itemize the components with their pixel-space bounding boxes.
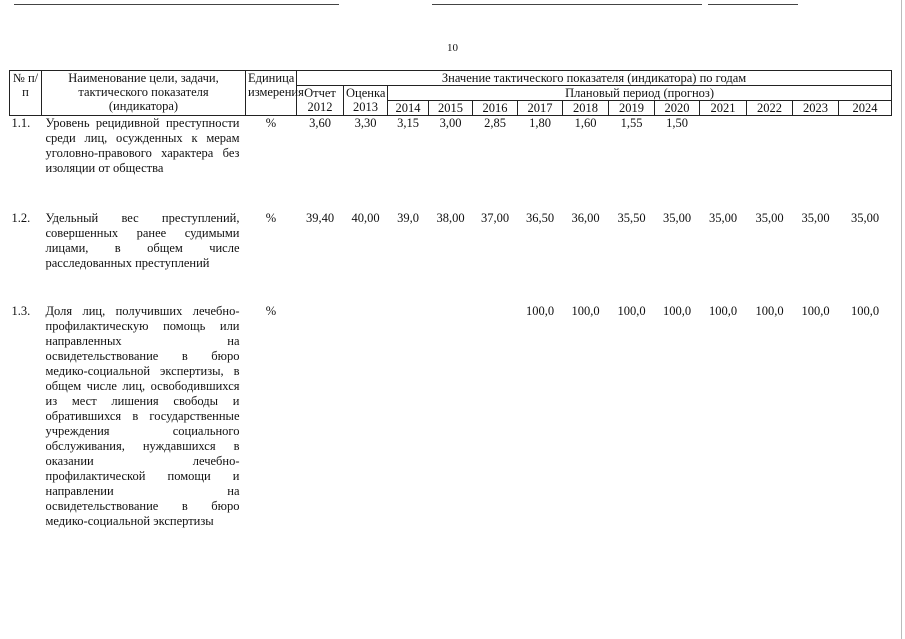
value-cell: 1,50 [666,116,688,130]
scan-edge-line [14,4,339,5]
value-cell: 35,00 [708,210,738,225]
value-cell: 3,60 [309,116,331,130]
value-cell: 38,00 [436,210,465,225]
value-cell: 2,85 [484,116,506,130]
row-name: Удельный вес преступлений, совершенных ранее судимыми лицами, в общем числе расследованных преступлений [45,210,240,270]
value-cell [700,116,747,211]
year-cell: 2018 [563,101,609,116]
value-cell: 40,00 [351,210,380,225]
value-cell: 100,0 [662,303,692,318]
value-cell: 100,0 [708,303,738,318]
year-cell: 2015 [429,101,473,116]
header-num: № п/п [10,71,42,116]
table-row [10,211,892,304]
row-unit: % [265,303,277,318]
year-cell: 2014 [388,101,429,116]
value-cell: 100,0 [525,303,555,318]
year-cell: 2021 [700,101,747,116]
year-cell: 2022 [747,101,793,116]
value-cell: 3,30 [354,116,377,130]
value-cell: 35,00 [755,210,784,225]
value-cell: 35,50 [617,210,646,225]
year-cell: 2017 [518,101,563,116]
header-row-1 [10,71,892,86]
header-values: Значение тактического показателя (индикатора) по годам [297,71,892,86]
value-cell: 1,60 [574,116,597,130]
row-number: 1.2. [11,210,31,225]
value-cell: 39,0 [397,210,419,225]
value-cell: 100,0 [755,303,784,318]
row-number: 1.3. [11,303,31,318]
value-cell: 35,00 [801,210,830,225]
value-cell: 100,0 [617,303,646,318]
value-cell: 36,00 [571,210,600,225]
value-cell: 3,00 [439,116,462,130]
value-cell: 100,0 [850,303,880,318]
row-unit: % [265,210,277,225]
row-name: Доля лиц, получивших лечебно-профилактическую помощь или направленных на освидетельствование в бюро медико-социальной экспертизы, в общем числе лиц, освободившихся из мест лишения свободы и обратившихся в государственные учреждения социального обслуживания, нуждавшихся в оказании лечебно-профилактической помощи и направлении на освидетельствование в бюро медико-социальной экспертизы [45,303,240,528]
scan-edge-line [432,4,702,5]
indicators-table [9,70,892,529]
value-cell [429,304,473,529]
value-cell [297,304,344,529]
value-cell: 36,50 [525,210,555,225]
year-cell: 2023 [793,101,839,116]
value-cell [388,304,429,529]
value-cell: 1,80 [529,116,551,130]
value-cell [473,304,518,529]
page-number: 10 [447,42,458,54]
header-estimate: Оценка 2013 [344,86,388,116]
value-cell [793,116,839,211]
value-cell: 100,0 [801,303,830,318]
row-number: 1.1. [11,116,31,130]
value-cell: 100,0 [571,303,600,318]
value-cell: 3,15 [397,116,419,130]
year-cell: 2020 [655,101,700,116]
table-row [10,116,892,211]
row-unit: % [265,116,277,130]
header-unit: Единица измерения [246,71,297,116]
header-report: Отчет 2012 [297,86,344,116]
value-cell: 39,40 [305,210,335,225]
value-cell [839,116,892,211]
header-plan: Плановый период (прогноз) [388,86,892,101]
year-cell: 2024 [839,101,892,116]
year-cell: 2019 [609,101,655,116]
value-cell [747,116,793,211]
value-cell [344,304,388,529]
year-cell: 2016 [473,101,518,116]
scan-edge-line [708,4,798,5]
value-cell: 35,00 [850,210,880,225]
value-cell: 1,55 [620,116,643,130]
value-cell: 35,00 [662,210,692,225]
row-name: Уровень рецидивной преступности среди лиц, осужденных к мерам уголовно-правового характера без изоляции от общества [45,116,240,175]
scan-right-edge [901,0,902,639]
table-row [10,304,892,529]
value-cell: 37,00 [480,210,510,225]
header-name: Наименование цели, задачи, тактического показателя (индикатора) [42,71,246,116]
